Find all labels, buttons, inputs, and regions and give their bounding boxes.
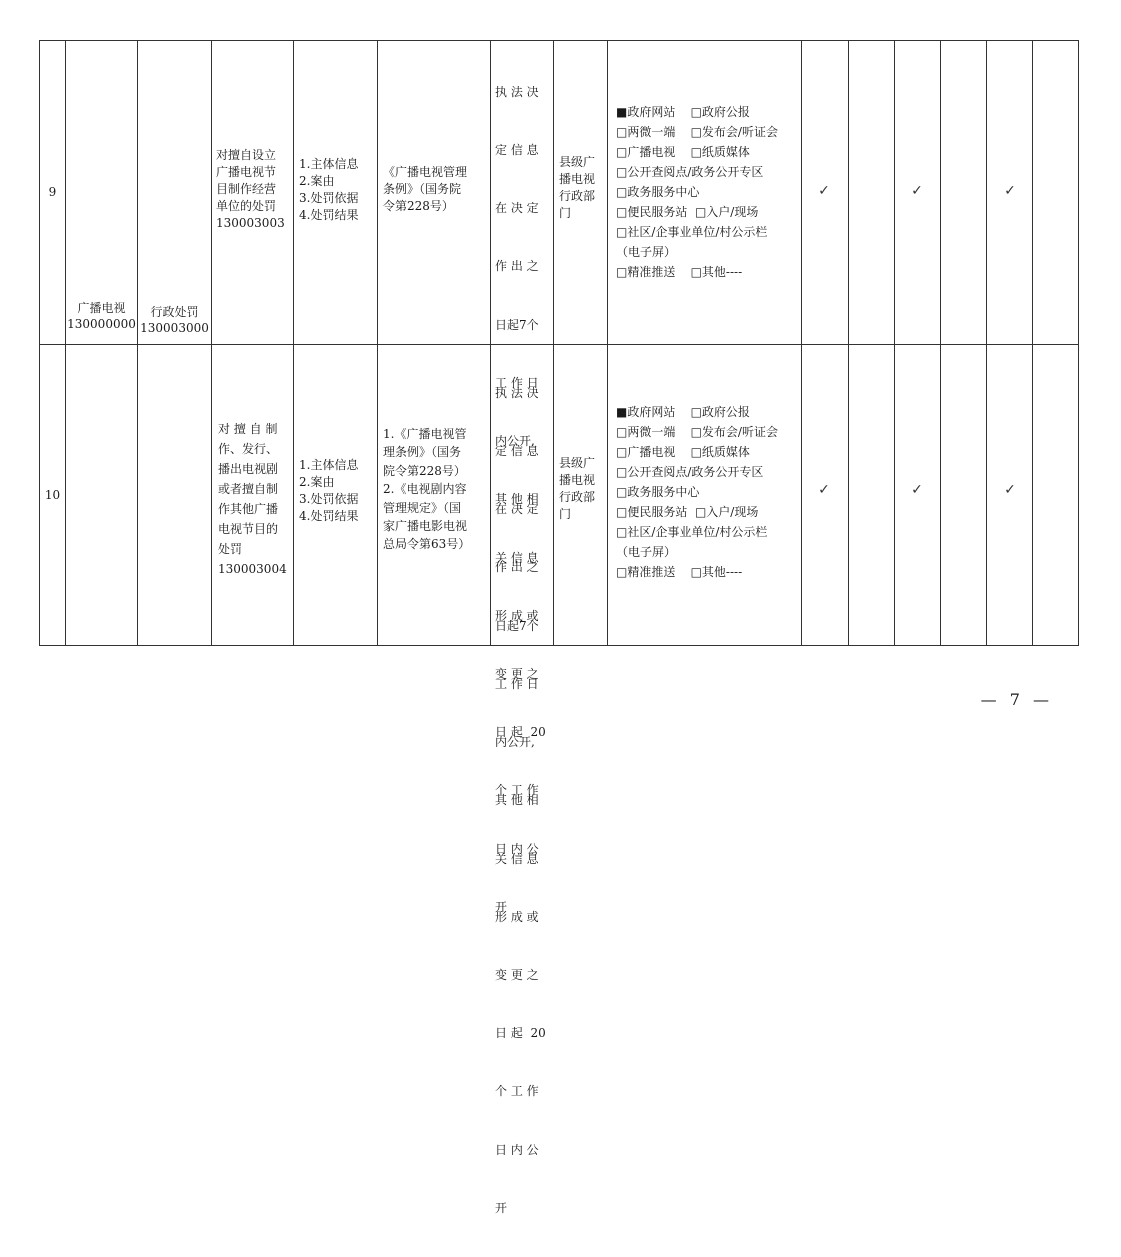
content-line: 1.主体信息 <box>299 458 359 472</box>
item-line: 单位的处罚 <box>216 199 277 213</box>
deadline-line: 日起7个 <box>495 618 539 633</box>
channels-cell <box>616 102 800 282</box>
type-cell <box>138 304 211 336</box>
subject-cell <box>559 154 607 222</box>
item-line: 处罚 <box>218 542 243 556</box>
basis-line: 令第228号） <box>383 199 454 213</box>
col-border <box>894 40 895 646</box>
check-mark: ✓ <box>1004 183 1016 199</box>
item-line: 对擅自设立 <box>216 148 277 162</box>
basis-line: 院令第228号） <box>383 463 466 478</box>
item-line: 作、发行、 <box>218 442 279 456</box>
subject-line: 县级广 <box>559 155 596 169</box>
deadline-line: 其 他 相 <box>495 492 539 507</box>
category-code: 130000000 <box>67 317 136 331</box>
category-name: 广播电视 <box>77 301 126 315</box>
subject-cell <box>559 455 607 523</box>
check-mark: ✓ <box>818 183 830 199</box>
deadline-line: 内公开, <box>495 434 535 449</box>
channel-line: （电子屏） <box>616 245 677 259</box>
check-mark: ✓ <box>1004 482 1016 498</box>
deadline-line: 变 更 之 <box>495 968 539 982</box>
table-top-border <box>39 40 1079 41</box>
deadline-line: 形 成 或 <box>495 909 539 924</box>
deadline-line: 日 内 公 <box>495 841 539 856</box>
channel-line: □精准推送 □其他---- <box>616 565 743 579</box>
deadline-line: 个 工 作 <box>495 783 539 798</box>
row-divider <box>39 344 1079 345</box>
deadline-line: 工 作 日 <box>495 676 539 691</box>
item-line: 广播电视节 <box>216 165 277 179</box>
type-code: 130003000 <box>140 321 209 335</box>
col-border <box>1078 40 1079 646</box>
col-border <box>65 40 66 646</box>
channel-line: □政务服务中心 <box>616 185 700 199</box>
content-line: 3.处罚依据 <box>299 191 359 205</box>
subject-line: 门 <box>559 206 572 220</box>
basis-line: 1.《广播电视管 <box>383 427 467 441</box>
deadline-line: 执 法 决 <box>495 385 539 400</box>
content-line: 2.案由 <box>299 174 335 188</box>
channels-cell <box>616 402 800 582</box>
deadline-line: 开 <box>495 1200 508 1215</box>
deadline-line: 日 起 20 <box>495 1026 546 1041</box>
item-line: 播出电视剧 <box>218 462 279 476</box>
channel-line: ■政府网站 □政府公报 <box>616 105 750 119</box>
item-line: 或者擅自制 <box>218 482 279 496</box>
channel-line: □广播电视 □纸质媒体 <box>616 145 750 159</box>
deadline-line: 日 起 20 <box>495 725 546 740</box>
content-line: 4.处罚结果 <box>299 509 359 523</box>
deadline-line: 执 法 决 <box>495 84 539 99</box>
content-line: 1.主体信息 <box>299 157 359 171</box>
table-bottom-border <box>39 645 1079 646</box>
col-border <box>940 40 941 646</box>
check-mark: ✓ <box>911 183 923 199</box>
basis-line: 《广播电视管理 <box>383 165 468 179</box>
col-border <box>801 40 802 646</box>
check-mark: ✓ <box>818 482 830 498</box>
col-border <box>607 40 608 646</box>
deadline-line: 个 工 作 <box>495 1084 539 1099</box>
col-border <box>137 40 138 646</box>
col-border <box>211 40 212 646</box>
basis-cell <box>383 425 489 554</box>
check-mark: ✓ <box>911 482 923 498</box>
item-line: 对 擅 自 制 <box>218 422 278 436</box>
category-cell <box>66 300 137 332</box>
channel-line: （电子屏） <box>616 545 677 559</box>
deadline-line: 其 他 相 <box>495 793 539 808</box>
channel-line: □便民服务站 □入户/现场 <box>616 505 759 519</box>
deadline-line: 工 作 日 <box>495 375 539 390</box>
item-cell <box>218 419 290 579</box>
deadline-line: 日 内 公 <box>495 1142 539 1157</box>
basis-line: 条例》（国务院 <box>383 182 462 196</box>
subject-line: 门 <box>559 507 572 521</box>
deadline-line: 日起7个 <box>495 317 539 332</box>
channel-line: □两微一端 □发布会/听证会 <box>616 125 778 139</box>
deadline-line: 关 信 息 <box>495 550 539 565</box>
col-border <box>1032 40 1033 646</box>
content-cell <box>299 156 377 224</box>
item-line: 130003003 <box>216 216 285 230</box>
channel-line: □政务服务中心 <box>616 485 700 499</box>
channel-line: □公开查阅点/政务公开专区 <box>616 465 764 479</box>
deadline-line: 内公开, <box>495 735 535 750</box>
content-cell <box>299 457 377 525</box>
col-border <box>986 40 987 646</box>
channel-line: □精准推送 □其他---- <box>616 265 743 279</box>
deadline-line: 变 更 之 <box>495 667 539 681</box>
item-cell <box>216 147 290 232</box>
row-index: 10 <box>44 487 61 502</box>
subject-line: 行政部 <box>559 490 596 504</box>
item-line: 130003004 <box>218 562 287 576</box>
subject-line: 行政部 <box>559 189 596 203</box>
deadline-cell <box>495 345 551 1257</box>
item-line: 作其他广播 <box>218 502 279 516</box>
col-border <box>848 40 849 646</box>
col-border <box>293 40 294 646</box>
deadline-line: 在 决 定 <box>495 201 539 216</box>
basis-cell <box>383 164 487 215</box>
deadline-line: 作 出 之 <box>495 259 539 274</box>
channel-line: □便民服务站 □入户/现场 <box>616 205 759 219</box>
deadline-line: 定 信 息 <box>495 143 539 158</box>
basis-line: 2.《电视剧内容 <box>383 482 467 497</box>
col-border <box>553 40 554 646</box>
subject-line: 县级广 <box>559 456 596 470</box>
channel-line: □社区/企事业单位/村公示栏 <box>616 225 768 239</box>
basis-line: 管理规定》（国 <box>383 500 462 515</box>
col-border <box>377 40 378 646</box>
deadline-line: 作 出 之 <box>495 560 539 575</box>
deadline-line: 形 成 或 <box>495 608 539 623</box>
col-border <box>490 40 491 646</box>
channel-line: □两微一端 □发布会/听证会 <box>616 425 778 439</box>
channel-line: □广播电视 □纸质媒体 <box>616 445 750 459</box>
deadline-line: 关 信 息 <box>495 851 539 866</box>
subject-line: 播电视 <box>559 473 596 487</box>
item-line: 目制作经营 <box>216 182 277 196</box>
deadline-line: 开 <box>495 899 508 914</box>
content-line: 3.处罚依据 <box>299 492 359 506</box>
channel-line: □社区/企事业单位/村公示栏 <box>616 525 768 539</box>
basis-line: 总局令第63号） <box>383 537 471 552</box>
basis-line: 家广播电影电视 <box>383 519 468 534</box>
basis-line: 理条例》（国务 <box>383 445 462 460</box>
deadline-line: 在 决 定 <box>495 502 539 517</box>
channel-line: □公开查阅点/政务公开专区 <box>616 165 764 179</box>
subject-line: 播电视 <box>559 172 596 186</box>
content-line: 4.处罚结果 <box>299 208 359 222</box>
row-index: 9 <box>48 185 57 199</box>
content-line: 2.案由 <box>299 475 335 489</box>
channel-line: ■政府网站 □政府公报 <box>616 405 750 419</box>
page-number: — 7 — <box>980 690 1053 709</box>
type-name: 行政处罚 <box>150 305 199 319</box>
item-line: 电视节目的 <box>218 522 279 536</box>
deadline-line: 定 信 息 <box>495 444 539 459</box>
